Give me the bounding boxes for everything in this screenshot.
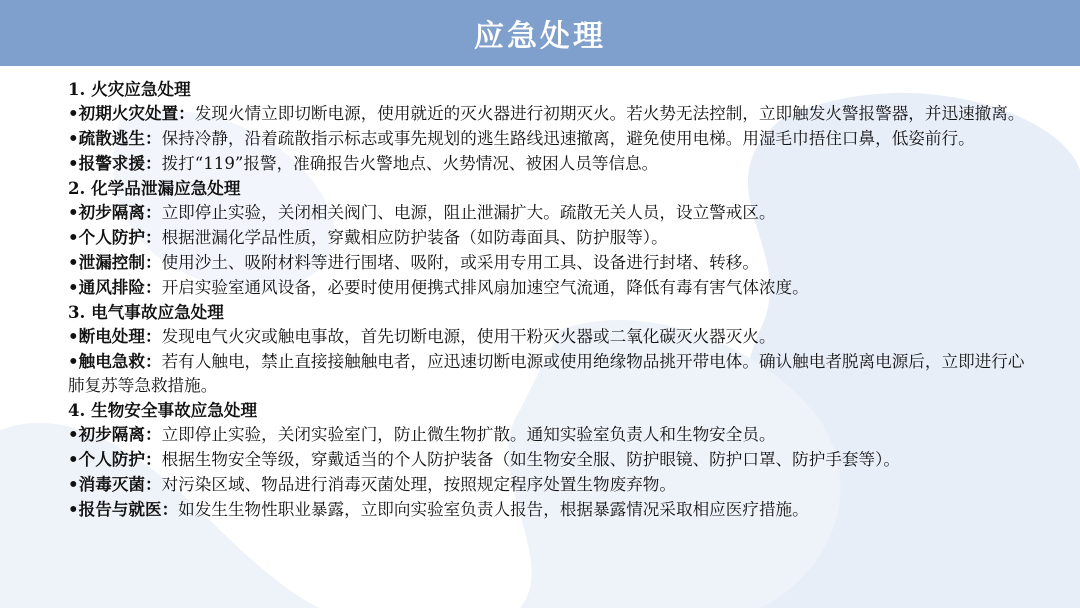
item-text: 立即停止实验，关闭实验室门，防止微生物扩散。通知实验室负责人和生物安全员。 [161,425,776,444]
section-chemical [68,176,1038,300]
item-term: •触电急救： [68,351,162,371]
item-text: 发现火情立即切断电源，使用就近的灭火器进行初期灭火。若火势无法控制，立即触发火警报警器，并迅速撤离。 [194,104,1025,123]
item-text: 拨打“119”报警，准确报告火警地点、火势情况、被困人员等信息。 [161,154,659,173]
item-term: •断电处理： [68,326,162,346]
item-text: 若有人触电，禁止直接接触触电者，应迅速切断电源或使用绝缘物品挑开带电体。确认触电者脱离电源后，立即进行心肺复苏等急救措施。 [68,352,1025,395]
list-item [68,200,1038,225]
item-text: 开启实验室通风设备，必要时使用便携式排风扇加速空气流通，降低有毒有害气体浓度。 [161,278,809,297]
item-text: 如发生生物性职业暴露，立即向实验室负责人报告，根据暴露情况采取相应医疗措施。 [178,500,809,519]
list-item [68,275,1038,300]
item-term: •初步隔离： [68,202,162,222]
item-text: 对污染区域、物品进行消毒灭菌处理，按照规定程序处置生物废弃物。 [161,475,676,494]
list-item [68,126,1038,151]
item-term: •泄漏控制： [68,252,162,272]
section-electrical [68,300,1038,398]
section-biosafety [68,398,1038,522]
section-fire [68,77,1038,176]
page-title: 应急处理 [474,19,606,54]
item-text: 保持冷静，沿着疏散指示标志或事先规划的逃生路线迅速撤离，避免使用电梯。用湿毛巾捂住口鼻，低姿前行。 [161,129,975,148]
section-heading: 2. 化学品泄漏应急处理 [68,178,241,198]
item-term: •个人防护： [68,227,162,247]
list-item [68,447,1038,472]
item-term: •报警求援： [68,153,162,173]
list-item [68,151,1038,176]
list-item [68,225,1038,250]
content-area [68,77,1038,522]
section-heading: 1. 火灾应急处理 [68,79,191,99]
item-text: 根据生物安全等级，穿戴适当的个人防护装备（如生物安全服、防护眼镜、防护口罩、防护手套等）。 [161,450,900,469]
list-item [68,101,1038,126]
item-term: •报告与就医： [68,499,179,519]
item-term: •初期火灾处置： [68,103,195,123]
title-bar [0,0,1080,66]
list-item [68,324,1038,349]
list-item [68,497,1038,522]
item-term: •消毒灭菌： [68,474,162,494]
item-text: 发现电气火灾或触电事故，首先切断电源，使用干粉灭火器或二氧化碳灭火器灭火。 [161,327,776,346]
item-term: •通风排险： [68,277,162,297]
item-term: •初步隔离： [68,424,162,444]
list-item [68,422,1038,447]
section-heading: 3. 电气事故应急处理 [68,302,224,322]
section-heading: 4. 生物安全事故应急处理 [68,400,258,420]
list-item [68,250,1038,275]
item-text: 根据泄漏化学品性质，穿戴相应防护装备（如防毒面具、防护服等）。 [161,228,668,247]
list-item [68,472,1038,497]
item-text: 使用沙土、吸附材料等进行围堵、吸附，或采用专用工具、设备进行封堵、转移。 [161,253,759,272]
list-item [68,349,1038,398]
item-term: •个人防护： [68,449,162,469]
item-term: •疏散逃生： [68,128,162,148]
item-text: 立即停止实验，关闭相关阀门、电源，阻止泄漏扩大。疏散无关人员，设立警戒区。 [161,203,776,222]
